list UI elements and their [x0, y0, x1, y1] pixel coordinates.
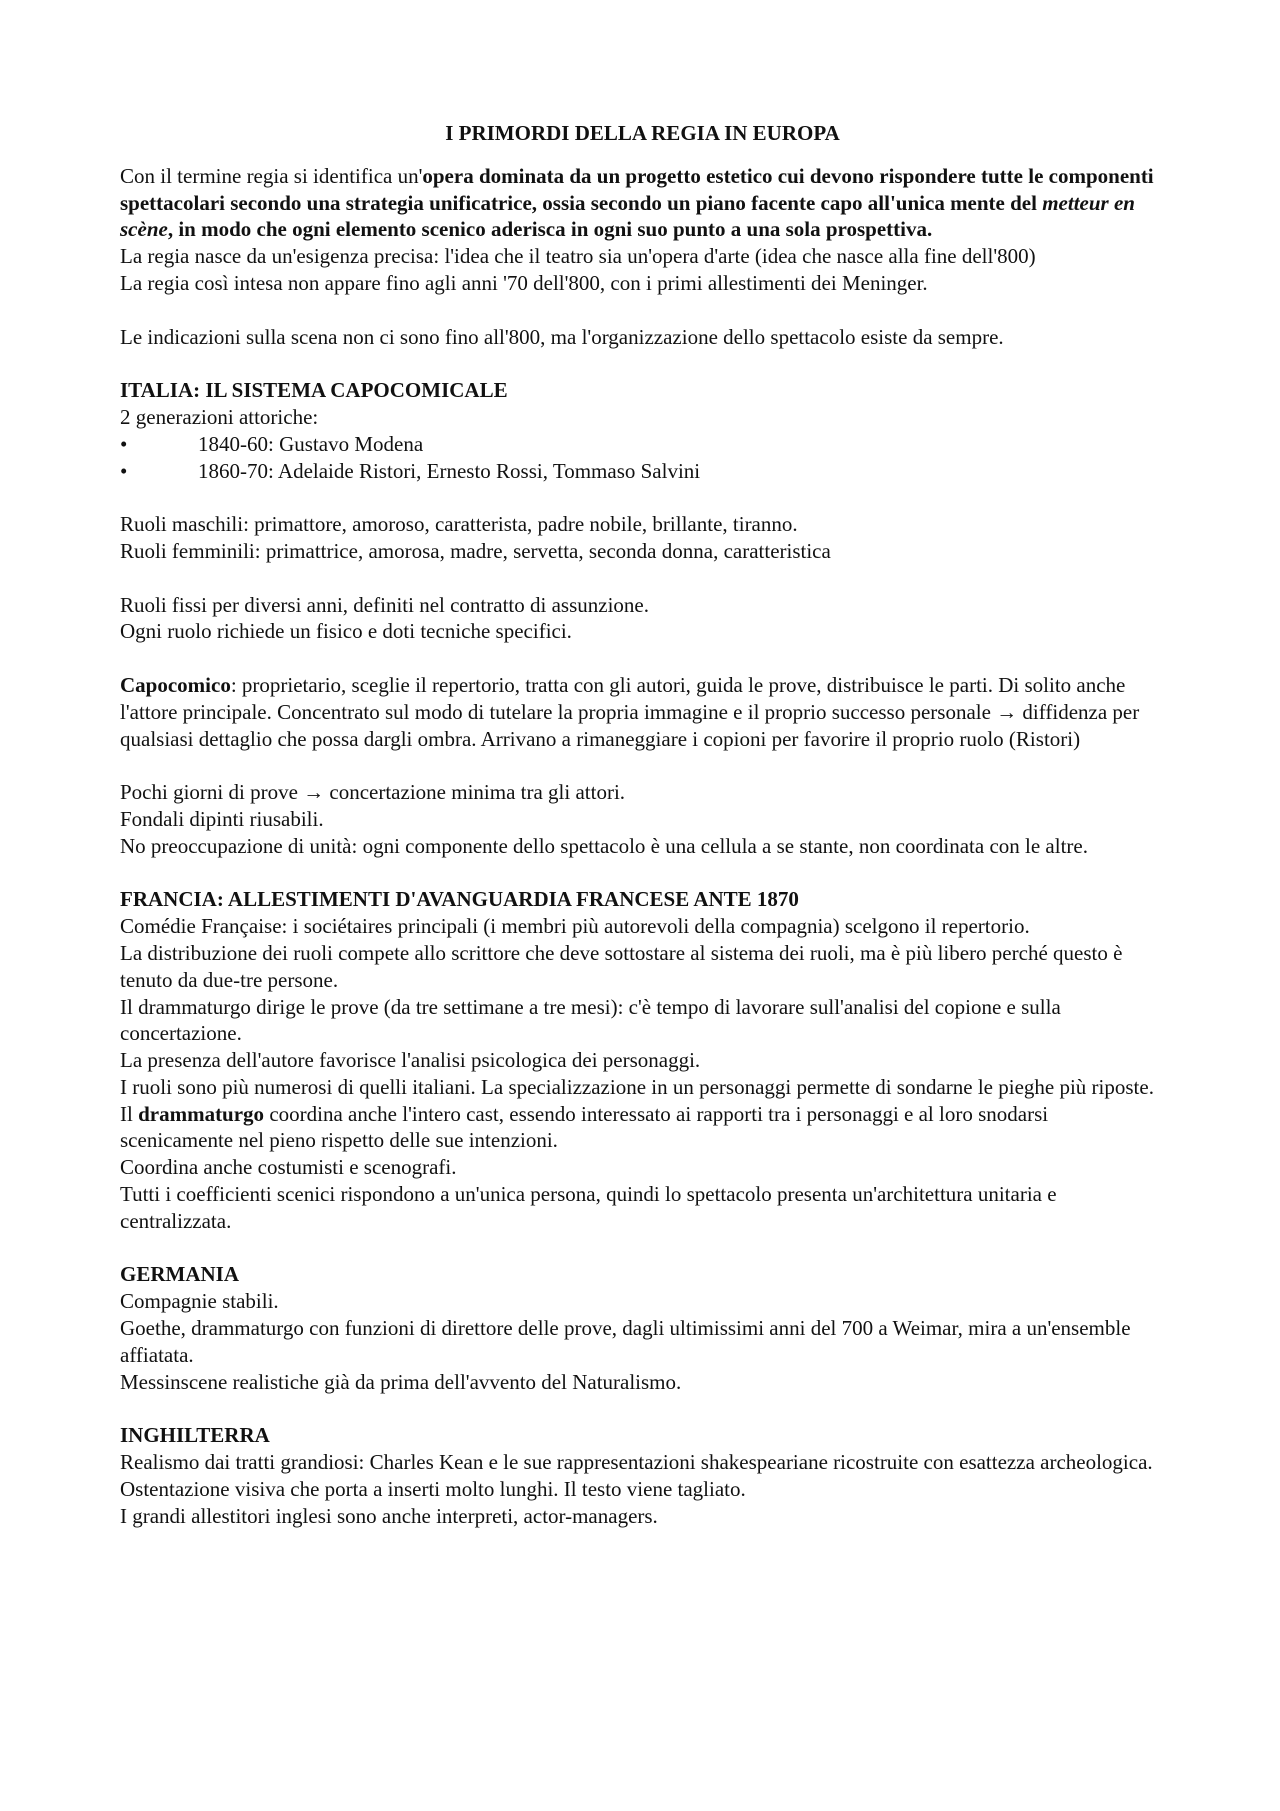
spacer [120, 1395, 1165, 1422]
italia-female-roles: Ruoli femminili: primattrice, amorosa, madre, servetta, seconda donna, caratteristica [120, 538, 831, 563]
francia-line-7: Coordina anche costumisti e scenografi. [120, 1155, 457, 1180]
italia-roles-line-1: Ruoli fissi per diversi anni, definiti nel contratto di assunzione. [120, 592, 649, 617]
germania-line-3: Messinscene realistiche già da prima dell'avvento del Naturalismo. [120, 1369, 682, 1394]
inghilterra-line-3: I grandi allestitori inglesi sono anche interpreti, actor-managers. [120, 1503, 658, 1528]
capocomico-text: : proprietario, sceglie il repertorio, tratta con gli autori, guida le prove, distribuisce le parti. Di solito anche l'attore principale. Concentrato sul modo di tutelare la propria immagine e il proprio successo personale → diffidenza per qualsiasi dettaglio che possa dargli ombra. Arrivano a rimaneggiare i copioni per favorire il proprio ruolo (Ristori) [120, 672, 1140, 751]
francia-line-8: Tutti i coefficienti scenici rispondono a un'unica persona, quindi lo spettacolo presenta un'architettura unitaria e centralizzata. [120, 1182, 1057, 1233]
italia-capocomico [120, 672, 1165, 752]
intro-text-a: Con il termine regia si identifica un' [120, 163, 423, 188]
germania-line-2: Goethe, drammaturgo con funzioni di direttore delle prove, dagli ultimissimi anni del 700 a Weimar, mira a un'ensemble affiatata. [120, 1316, 1131, 1367]
list-item-text: 1840-60: Gustavo Modena [198, 431, 424, 456]
spacer [120, 645, 1165, 672]
spacer [120, 350, 1165, 377]
spacer [120, 860, 1165, 887]
spacer [120, 565, 1165, 592]
germania-line-1: Compagnie stabili. [120, 1289, 279, 1314]
italia-prove: Pochi giorni di prove → concertazione minima tra gli attori. [120, 780, 626, 805]
list-item [120, 458, 1165, 485]
francia-line-5: I ruoli sono più numerosi di quelli italiani. La specializzazione in un personaggi permette di sondarne le pieghe più riposte. [120, 1074, 1154, 1099]
intro-line-4: Le indicazioni sulla scena non ci sono fino all'800, ma l'organizzazione dello spettacolo esiste da sempre. [120, 324, 1004, 349]
document-title: I PRIMORDI DELLA REGIA IN EUROPA [445, 121, 840, 145]
spacer [120, 297, 1165, 324]
intro-line-2: La regia nasce da un'esigenza precisa: l'idea che il teatro sia un'opera d'arte (idea che nasce alla fine dell'800) [120, 244, 1036, 269]
francia-line-3: Il drammaturgo dirige le prove (da tre settimane a tre mesi): c'è tempo di lavorare sull'analisi del copione e sulla concertazione. [120, 994, 1061, 1046]
spacer [120, 1235, 1165, 1262]
capocomico-term: Capocomico [120, 672, 231, 697]
section-heading-germania: GERMANIA [120, 1262, 239, 1287]
italia-fondali: Fondali dipinti riusabili. [120, 806, 324, 831]
bullet-icon: • [120, 458, 128, 483]
italia-unita: No preoccupazione di unità: ogni componente dello spettacolo è una cellula a se stante, non coordinata con le altre. [120, 833, 1088, 858]
list-item [120, 431, 1165, 458]
italia-bullet-list [120, 431, 1165, 485]
intro-line-3: La regia così intesa non appare fino agli anni '70 dell'800, con i primi allestimenti dei Meninger. [120, 270, 928, 295]
bullet-icon: • [120, 431, 128, 456]
italia-male-roles: Ruoli maschili: primattore, amoroso, caratterista, padre nobile, brillante, tiranno. [120, 512, 798, 537]
intro-italic-term: metteur en scène [120, 190, 1135, 242]
francia-line-1: Comédie Française: i sociétaires principali (i membri più autorevoli della compagnia) scelgono il repertorio. [120, 914, 1030, 939]
francia-line-4: La presenza dell'autore favorisce l'analisi psicologica dei personaggi. [120, 1048, 701, 1073]
italia-generations: 2 generazioni attoriche: [120, 404, 319, 429]
francia-line-6-c: coordina anche l'intero cast, essendo interessato ai rapporti tra i personaggi e al loro snodarsi scenicamente nel pieno rispetto delle sue intenzioni. [120, 1101, 1049, 1153]
inghilterra-line-1: Realismo dai tratti grandiosi: Charles Kean e le sue rappresentazioni shakespeariane ricostruite con esattezza archeologica. [120, 1450, 1153, 1475]
francia-line-6 [120, 1101, 1165, 1155]
drammaturgo-term: drammaturgo [138, 1101, 265, 1126]
francia-line-6-a: Il [120, 1101, 139, 1126]
section-heading-francia: FRANCIA: ALLESTIMENTI D'AVANGUARDIA FRANCESE ANTE 1870 [120, 887, 799, 912]
spacer [120, 752, 1165, 779]
francia-line-2: La distribuzione dei ruoli compete allo scrittore che deve sottostare al sistema dei ruoli, ma è più libero perché questo è tenuto da due-tre persone. [120, 940, 1123, 992]
intro-text-d: , in modo che ogni elemento scenico aderisca in ogni suo punto a una sola prospettiva. [167, 217, 933, 242]
spacer [120, 484, 1165, 511]
intro-definition [120, 163, 1165, 243]
intro-text-b: opera dominata da un progetto estetico cui devono rispondere tutte le componenti spettacolari secondo una strategia unificatrice, ossia secondo un piano facente capo all'unica mente del [120, 163, 1154, 215]
document-body [120, 120, 1165, 1529]
italia-roles-line-2: Ogni ruolo richiede un fisico e doti tecniche specifici. [120, 619, 572, 644]
inghilterra-line-2: Ostentazione visiva che porta a inserti molto lunghi. Il testo viene tagliato. [120, 1476, 746, 1501]
list-item-text: 1860-70: Adelaide Ristori, Ernesto Rossi, Tommaso Salvini [198, 458, 701, 483]
section-heading-inghilterra: INGHILTERRA [120, 1423, 270, 1448]
section-heading-italia: ITALIA: IL SISTEMA CAPOCOMICALE [120, 378, 508, 403]
